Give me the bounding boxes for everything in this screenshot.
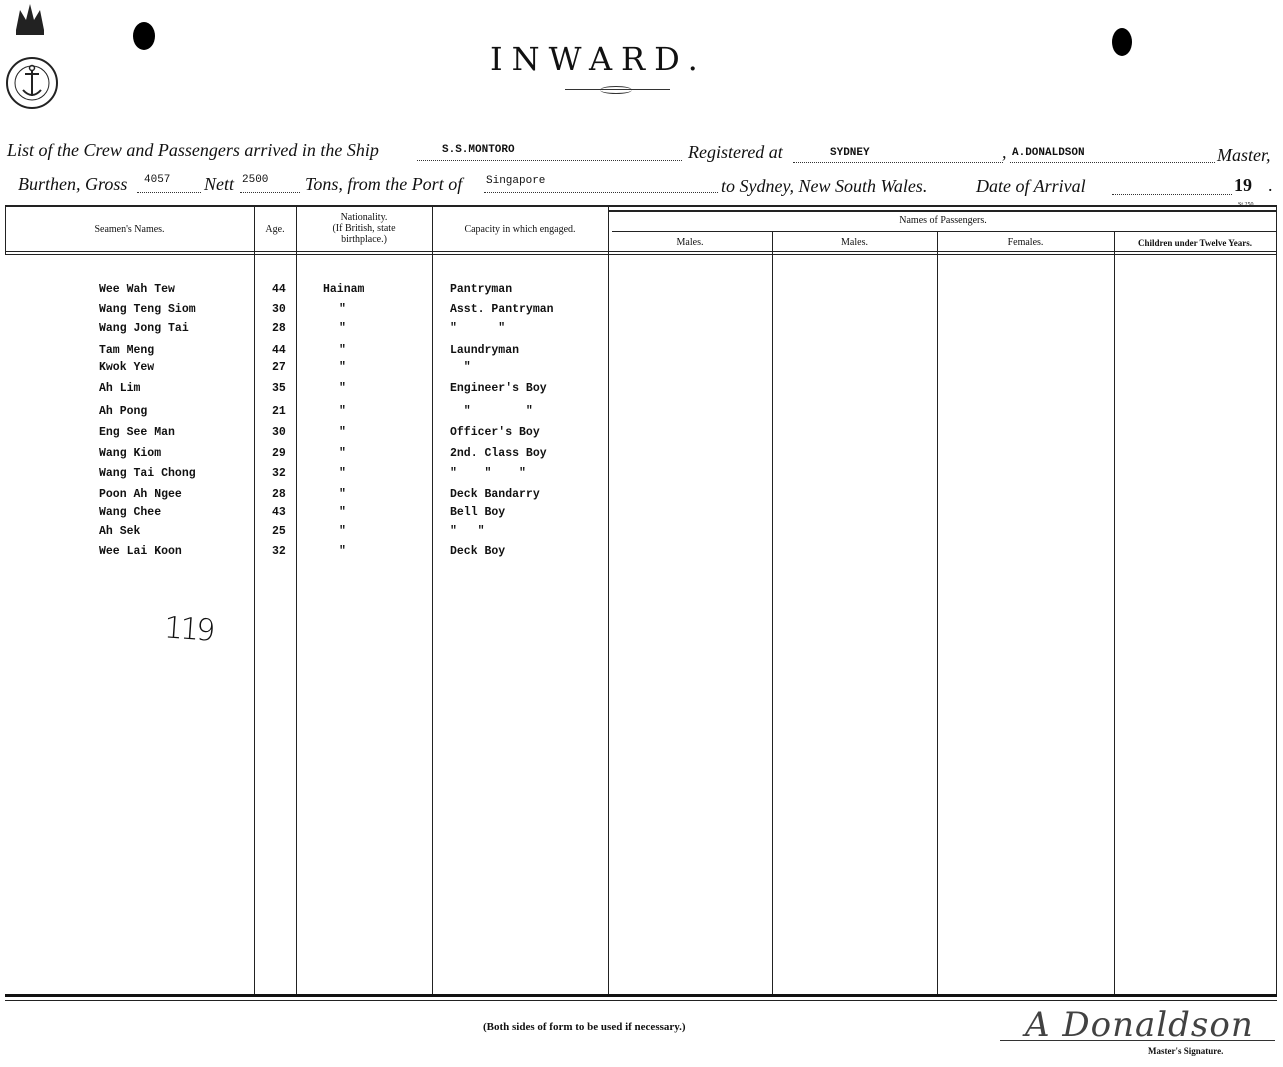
crew-capacity: Officer's Boy xyxy=(450,426,540,439)
col-line-right xyxy=(1276,207,1277,994)
crew-nationality: " xyxy=(339,382,346,395)
page-title: INWARD. xyxy=(490,40,707,78)
crew-name: Ah Sek xyxy=(99,525,141,538)
port-field xyxy=(484,174,718,193)
crew-name: Kwok Yew xyxy=(99,361,155,374)
crew-capacity: Pantryman xyxy=(450,283,513,296)
crew-name: Wang Kiom xyxy=(99,447,162,460)
crew-age: 27 xyxy=(272,361,286,374)
crew-name: Wang Jong Tai xyxy=(99,322,189,335)
crew-name: Wee Lai Koon xyxy=(99,545,182,558)
crew-age: 32 xyxy=(272,545,286,558)
col-line-1 xyxy=(254,207,255,994)
header-bottom-rule-2 xyxy=(5,254,1277,255)
crew-age: 28 xyxy=(272,322,286,335)
period: . xyxy=(1268,175,1273,195)
col-header-nationality: Nationality. (If British, state birthplace.) xyxy=(332,212,396,245)
crew-nationality: " xyxy=(339,506,346,519)
crew-capacity: Engineer's Boy xyxy=(450,382,547,395)
crew-age: 44 xyxy=(272,344,286,357)
department-seal-icon xyxy=(2,0,58,125)
col-header-females: Females. xyxy=(1007,237,1044,248)
table-bottom-rule-2 xyxy=(5,1000,1277,1001)
crew-capacity: " " xyxy=(450,405,533,418)
crew-nationality: " xyxy=(339,322,346,335)
crew-nationality: " xyxy=(339,488,346,501)
crew-name: Wee Wah Tew xyxy=(99,283,175,296)
crew-name: Wang Teng Siom xyxy=(99,303,196,316)
col-line-2 xyxy=(296,207,297,994)
crew-capacity: Deck Boy xyxy=(450,545,506,558)
crew-capacity: " " xyxy=(450,525,485,538)
ship-value: S.S.MONTORO xyxy=(442,144,515,156)
title-ornament-center xyxy=(600,86,632,94)
col-header-seamen: Seamen's Names. xyxy=(94,224,165,235)
to-sydney-label: to Sydney, New South Wales. xyxy=(721,176,928,196)
col-line-3 xyxy=(432,207,433,994)
punch-hole-left xyxy=(133,22,155,50)
nett-field xyxy=(240,174,300,193)
crew-nationality: " xyxy=(339,344,346,357)
col-header-capacity: Capacity in which engaged. xyxy=(464,224,576,235)
nett-value: 2500 xyxy=(242,174,269,186)
nett-label: Nett xyxy=(204,174,234,194)
punch-hole-right xyxy=(1112,28,1132,56)
crew-capacity: Asst. Pantryman xyxy=(450,303,554,316)
col-header-children: Children under Twelve Years. xyxy=(1137,238,1252,248)
crew-nationality: " xyxy=(339,303,346,316)
col-header-males-1: Males. xyxy=(676,237,704,248)
col-header-males-2: Males. xyxy=(841,237,868,248)
year-prefix: 19 xyxy=(1234,175,1252,195)
col-line-5 xyxy=(772,231,773,994)
registered-at-value: SYDNEY xyxy=(830,147,870,159)
footer-note: (Both sides of form to be used if necessary.) xyxy=(483,1021,686,1033)
crew-age: 30 xyxy=(272,303,286,316)
list-of-label: List of the Crew and Passengers arrived in the Ship xyxy=(7,140,379,160)
crew-age: 35 xyxy=(272,382,286,395)
crew-capacity: Laundryman xyxy=(450,344,520,357)
table-bottom-rule xyxy=(5,994,1277,997)
master-signature-label: Master's Signature. xyxy=(1148,1046,1224,1056)
col-header-passengers: Names of Passengers. xyxy=(899,215,987,226)
port-value: Singapore xyxy=(486,175,546,187)
crew-name: Ah Pong xyxy=(99,405,148,418)
crew-nationality: " xyxy=(339,545,346,558)
gross-field xyxy=(137,174,201,193)
master-field xyxy=(1010,142,1215,163)
crew-capacity: Deck Bandarry xyxy=(450,488,540,501)
crew-nationality: " xyxy=(339,525,346,538)
registered-at-field xyxy=(793,142,1003,163)
date-of-arrival-label: Date of Arrival xyxy=(976,176,1086,196)
crew-nationality: " xyxy=(339,467,346,480)
crew-capacity: Bell Boy xyxy=(450,506,506,519)
burthen-label: Burthen, Gross xyxy=(18,174,128,194)
crew-name: Tam Meng xyxy=(99,344,155,357)
gross-value: 4057 xyxy=(144,174,171,186)
crew-name: Wang Chee xyxy=(99,506,162,519)
crew-capacity: " xyxy=(450,361,471,374)
handwritten-page-number: 119 xyxy=(162,610,214,649)
crew-age: 21 xyxy=(272,405,286,418)
crew-nationality: " xyxy=(339,426,346,439)
table-top-rule xyxy=(5,205,1277,207)
tons-label: Tons, from the Port of xyxy=(305,174,463,194)
header-bottom-rule xyxy=(5,251,1277,252)
crew-age: 43 xyxy=(272,506,286,519)
col-line-6 xyxy=(937,231,938,994)
crew-nationality: " xyxy=(339,405,346,418)
crew-name: Eng See Man xyxy=(99,426,175,439)
crew-age: 29 xyxy=(272,447,286,460)
crew-age: 25 xyxy=(272,525,286,538)
passenger-subheader-rule xyxy=(612,231,1276,232)
crew-capacity: " " " xyxy=(450,467,526,480)
date-of-arrival-field xyxy=(1112,176,1232,195)
crew-capacity: " " xyxy=(450,322,506,335)
crew-name: Poon Ah Ngee xyxy=(99,488,182,501)
crew-nationality: " xyxy=(339,361,346,374)
crew-capacity: 2nd. Class Boy xyxy=(450,447,547,460)
crew-age: 44 xyxy=(272,283,286,296)
master-label: Master, xyxy=(1217,145,1271,165)
registered-at-label: Registered at xyxy=(688,142,783,162)
col-line-7 xyxy=(1114,231,1115,994)
col-line-4 xyxy=(608,207,609,994)
master-value: A.DONALDSON xyxy=(1012,147,1085,159)
crew-nationality: Hainam xyxy=(323,283,365,296)
crew-age: 28 xyxy=(272,488,286,501)
crew-age: 32 xyxy=(272,467,286,480)
crew-name: Wang Tai Chong xyxy=(99,467,196,480)
ship-field xyxy=(417,140,682,161)
crew-name: Ah Lim xyxy=(99,382,141,395)
passenger-top-rule xyxy=(608,210,1276,212)
master-signature: A Donaldson xyxy=(1025,1005,1254,1045)
comma: , xyxy=(1002,142,1007,162)
col-header-age: Age. xyxy=(265,224,285,235)
crew-age: 30 xyxy=(272,426,286,439)
crew-nationality: " xyxy=(339,447,346,460)
